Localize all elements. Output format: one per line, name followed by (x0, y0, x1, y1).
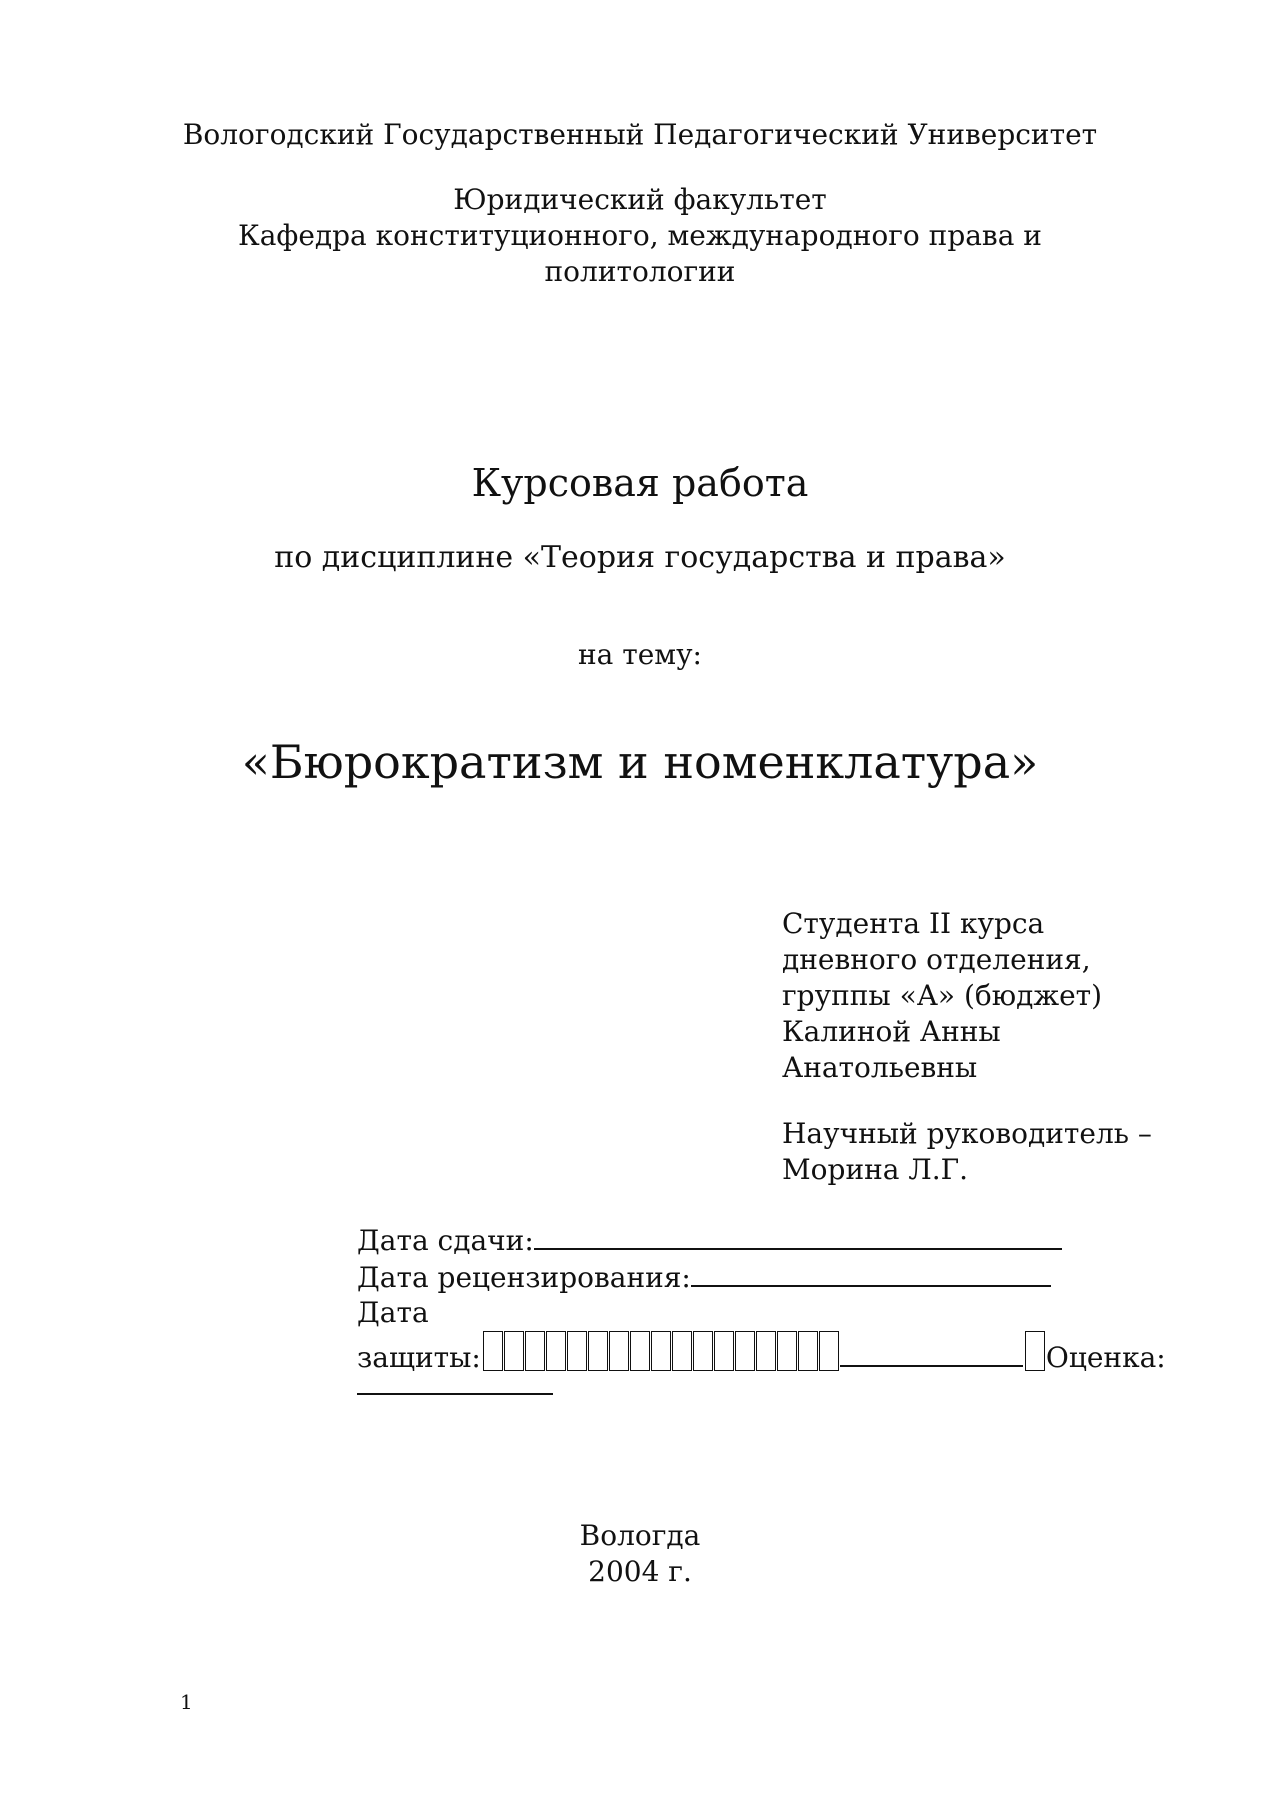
discipline-line: по дисциплине «Теория государства и права» (274, 540, 1006, 575)
faculty-name: Юридический факультет (453, 183, 827, 216)
page-number: 1 (180, 1690, 193, 1714)
missing-glyph-box (567, 1331, 587, 1371)
missing-glyph-box (609, 1331, 629, 1371)
topic-title: «Бюрократизм и номенклатура» (241, 735, 1039, 789)
missing-glyph-box (483, 1331, 503, 1371)
city: Вологда (579, 1519, 701, 1552)
missing-glyph-box (798, 1331, 818, 1371)
missing-glyph-box (1025, 1331, 1046, 1371)
work-type-title: Курсовая работа (471, 461, 809, 505)
missing-glyph-box (1025, 1331, 1045, 1371)
missing-glyph-box (756, 1331, 776, 1371)
review-date-blank (691, 1259, 1051, 1287)
university-name: Вологодский Государственный Педагогический Университет (182, 118, 1098, 151)
author-line-1: Студента II курса (782, 907, 1045, 940)
missing-glyph-box (525, 1331, 545, 1371)
grade-blank (357, 1367, 553, 1395)
author-line-4: Калиной Анны (782, 1015, 1001, 1048)
grade-label: Оценка: (1045, 1341, 1166, 1374)
year: 2004 г. (588, 1555, 692, 1588)
grade-row (357, 1367, 553, 1404)
review-date-row (357, 1259, 1051, 1296)
missing-glyph-box (735, 1331, 755, 1371)
author-line-3: группы «А» (бюджет) (782, 979, 1103, 1012)
author-line-5: Анатольевны (782, 1051, 978, 1084)
missing-glyph-boxes (483, 1331, 840, 1371)
submission-date-row (357, 1222, 1062, 1259)
missing-glyph-box (651, 1331, 671, 1371)
defense-date-label-1: Дата (357, 1296, 429, 1329)
submission-date-blank (534, 1222, 1062, 1250)
on-topic-label: на тему: (577, 638, 702, 671)
missing-glyph-box (819, 1331, 839, 1371)
supervisor-line-1: Научный руководитель – (782, 1117, 1152, 1150)
review-date-label: Дата рецензирования: (357, 1261, 691, 1294)
missing-glyph-box (777, 1331, 797, 1371)
missing-glyph-box (693, 1331, 713, 1371)
defense-date-label-2: защиты: (357, 1341, 481, 1374)
department-line-1: Кафедра конституционного, международного права и (238, 219, 1042, 252)
author-line-2: дневного отделения, (782, 943, 1091, 976)
defense-date-blank (840, 1339, 1023, 1367)
missing-glyph-box (588, 1331, 608, 1371)
supervisor-line-2: Морина Л.Г. (782, 1153, 969, 1186)
missing-glyph-box (630, 1331, 650, 1371)
missing-glyph-box (504, 1331, 524, 1371)
department-line-2: политологии (544, 255, 736, 288)
missing-glyph-box (672, 1331, 692, 1371)
submission-date-label: Дата сдачи: (357, 1224, 534, 1257)
missing-glyph-box (546, 1331, 566, 1371)
missing-glyph-box (714, 1331, 734, 1371)
